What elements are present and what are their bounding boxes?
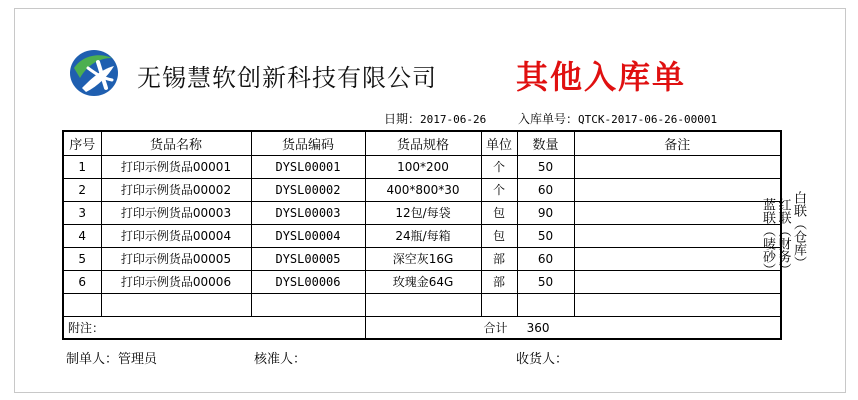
table-row <box>63 201 781 224</box>
cell-unit: 个 <box>481 155 517 178</box>
maker <box>66 348 157 367</box>
table-row <box>63 270 781 293</box>
cell-qty: 60 <box>517 247 574 270</box>
col-header-remark: 备注 <box>574 131 781 155</box>
cell-index: 1 <box>63 155 101 178</box>
col-header-name: 货品名称 <box>101 131 251 155</box>
checker-label: 核准人： <box>254 352 307 367</box>
order-number <box>518 110 717 127</box>
cell-index: 5 <box>63 247 101 270</box>
receiver-label: 收货人： <box>516 352 569 367</box>
cell-code: DYSL00004 <box>251 224 365 247</box>
total-cell <box>365 316 781 339</box>
cell-remark <box>574 201 781 224</box>
cell-spec: 12包/每袋 <box>365 201 481 224</box>
cell-index: 2 <box>63 178 101 201</box>
copy-white: 白联（仓库） <box>791 191 806 269</box>
cell-spec: 玫瑰金64G <box>365 270 481 293</box>
company-logo-icon <box>68 48 120 98</box>
cell-remark <box>574 270 781 293</box>
copy-red: 红联（财务） <box>775 198 791 276</box>
cell-name: 打印示例货品00005 <box>101 247 251 270</box>
cell-remark <box>574 224 781 247</box>
table-header-row <box>63 131 781 155</box>
remark-label: 附注： <box>63 316 365 339</box>
table-row <box>63 224 781 247</box>
total-label: 合计 <box>483 320 508 335</box>
cell-empty <box>365 293 481 316</box>
cell-code: DYSL00003 <box>251 201 365 224</box>
cell-empty <box>251 293 365 316</box>
cell-qty: 50 <box>517 224 574 247</box>
col-header-unit: 单位 <box>481 131 517 155</box>
table-row-empty <box>63 293 781 316</box>
order-number-label: 入库单号： <box>518 112 579 126</box>
cell-unit: 个 <box>481 178 517 201</box>
cell-unit: 部 <box>481 247 517 270</box>
col-header-code: 货品编码 <box>251 131 365 155</box>
cell-empty <box>517 293 574 316</box>
cell-spec: 100*200 <box>365 155 481 178</box>
col-header-qty: 数量 <box>517 131 574 155</box>
cell-empty <box>481 293 517 316</box>
date-value: 2017-06-26 <box>420 113 487 126</box>
table-row <box>63 155 781 178</box>
cell-index: 6 <box>63 270 101 293</box>
table-row <box>63 247 781 270</box>
cell-code: DYSL00002 <box>251 178 365 201</box>
maker-value: 管理员 <box>118 352 158 367</box>
copy-blue: 蓝联（唛砂） <box>760 198 775 276</box>
copy-labels <box>760 90 806 370</box>
cell-name: 打印示例货品00006 <box>101 270 251 293</box>
cell-code: DYSL00005 <box>251 247 365 270</box>
cell-remark <box>574 155 781 178</box>
goods-table <box>62 130 782 340</box>
cell-qty: 50 <box>517 155 574 178</box>
cell-spec: 400*800*30 <box>365 178 481 201</box>
col-header-index: 序号 <box>63 131 101 155</box>
cell-index: 3 <box>63 201 101 224</box>
cell-remark <box>574 247 781 270</box>
cell-unit: 部 <box>481 270 517 293</box>
cell-spec: 24瓶/每箱 <box>365 224 481 247</box>
cell-code: DYSL00006 <box>251 270 365 293</box>
cell-empty <box>574 293 781 316</box>
maker-label: 制单人： <box>66 352 119 367</box>
cell-index: 4 <box>63 224 101 247</box>
cell-name: 打印示例货品00003 <box>101 201 251 224</box>
order-date <box>384 110 486 127</box>
cell-name: 打印示例货品00001 <box>101 155 251 178</box>
cell-unit: 包 <box>481 201 517 224</box>
cell-code: DYSL00001 <box>251 155 365 178</box>
order-number-value: QTCK-2017-06-26-00001 <box>578 113 718 126</box>
cell-remark <box>574 178 781 201</box>
cell-qty: 60 <box>517 178 574 201</box>
cell-unit: 包 <box>481 224 517 247</box>
table-summary-row <box>63 316 781 339</box>
company-name: 无锡慧软创新科技有限公司 <box>137 64 437 92</box>
cell-qty: 50 <box>517 270 574 293</box>
cell-name: 打印示例货品00004 <box>101 224 251 247</box>
cell-name: 打印示例货品00002 <box>101 178 251 201</box>
date-label: 日期： <box>384 112 421 126</box>
col-header-spec: 货品规格 <box>365 131 481 155</box>
cell-spec: 深空灰16G <box>365 247 481 270</box>
cell-empty <box>101 293 251 316</box>
cell-qty: 90 <box>517 201 574 224</box>
document-title: 其他入库单 <box>516 58 687 96</box>
table-row <box>63 178 781 201</box>
total-value: 360 <box>526 320 550 335</box>
cell-empty <box>63 293 101 316</box>
